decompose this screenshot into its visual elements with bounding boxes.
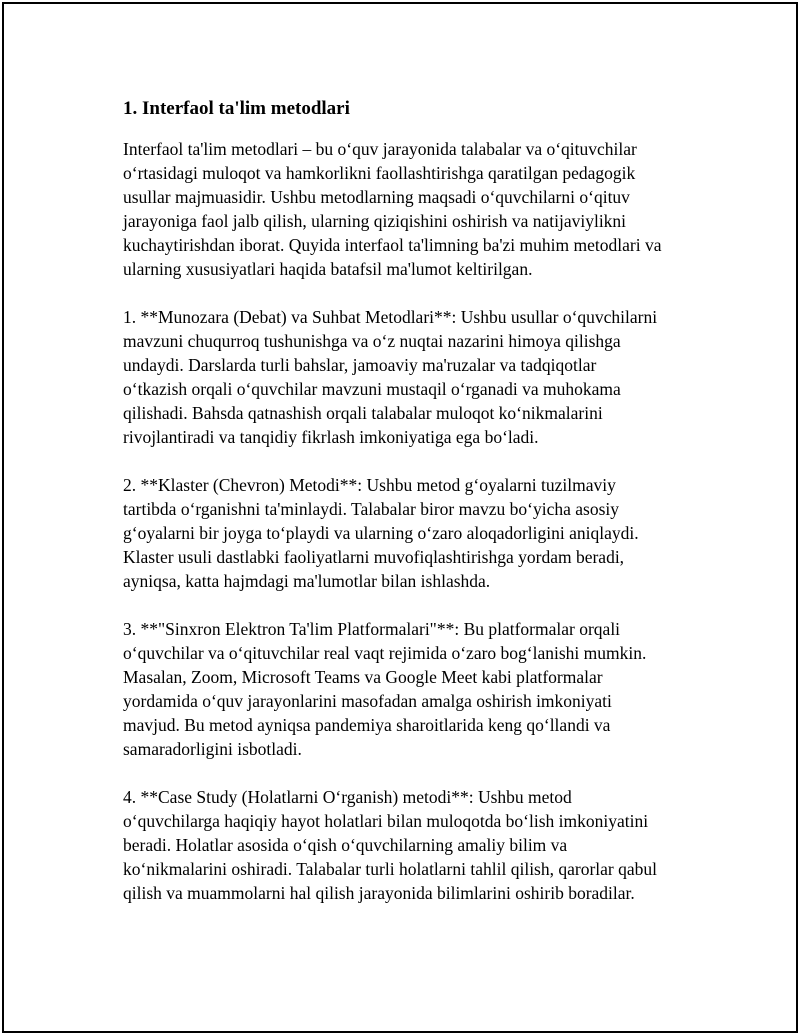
paragraph-line: 2. **Klaster (Chevron) Metodi**: Ushbu metod g‘oyalarni tuzilmaviy bbox=[123, 475, 616, 495]
paragraph-line: tartibda o‘rganishni ta'minlaydi. Talabalar biror mavzu bo‘yicha asosiy bbox=[123, 499, 619, 519]
paragraph-line: rivojlantiradi va tanqidiy fikrlash imkoniyatiga ega bo‘ladi. bbox=[123, 427, 539, 447]
method-paragraph-case-study bbox=[123, 785, 701, 905]
paragraph-line: usullar majmuasidir. Ushbu metodlarning maqsadi o‘quvchilarni o‘qituv bbox=[123, 187, 630, 207]
page-frame bbox=[2, 2, 798, 1033]
paragraph-line: Interfaol ta'lim metodlari – bu o‘quv jarayonida talabalar va o‘qituvchilar bbox=[123, 139, 637, 159]
paragraph-line: qilishadi. Bahsda qatnashish orqali talabalar muloqot ko‘nikmalarini bbox=[123, 403, 603, 423]
paragraph-line: beradi. Holatlar asosida o‘qish o‘quvchilarning amaliy bilim va bbox=[123, 835, 568, 855]
method-paragraph-synchronous bbox=[123, 617, 701, 761]
paragraph-line: o‘rtasidagi muloqot va hamkorlikni faollashtirishga qaratilgan pedagogik bbox=[123, 163, 636, 183]
paragraph-line: Masalan, Zoom, Microsoft Teams va Google Meet kabi platformalar bbox=[123, 667, 603, 687]
paragraph-line: yordamida o‘quv jarayonlarini masofadan amalga oshirish imkoniyati bbox=[123, 691, 612, 711]
paragraph-line: ayniqsa, katta hajmdagi ma'lumotlar bilan ishlashda. bbox=[123, 571, 491, 591]
paragraph-line: mavjud. Bu metod ayniqsa pandemiya sharoitlarida keng qo‘llandi va bbox=[123, 715, 611, 735]
page-title: 1. Interfaol ta'lim metodlari bbox=[123, 98, 350, 119]
paragraph-line: undaydi. Darslarda turli bahslar, jamoaviy ma'ruzalar va tadqiqotlar bbox=[123, 355, 597, 375]
paragraph-line: ularning xususiyatlari haqida batafsil ma'lumot keltirilgan. bbox=[123, 259, 533, 279]
paragraph-line: g‘oyalarni bir joyga to‘playdi va ularning o‘zaro aloqadorligini aniqlaydi. bbox=[123, 523, 639, 543]
paragraph-line: ko‘nikmalarini oshiradi. Talabalar turli holatlarni tahlil qilish, qarorlar qabul bbox=[123, 859, 657, 879]
paragraph-line: samaradorligini isbotladi. bbox=[123, 739, 302, 759]
paragraph-line: kuchaytirishdan iborat. Quyida interfaol ta'limning ba'zi muhim metodlari va bbox=[123, 235, 662, 255]
paragraph-line: jarayoniga faol jalb qilish, ularning qiziqishini oshirish va natijaviylikni bbox=[123, 211, 627, 231]
paragraph-line: o‘quvchilar va o‘qituvchilar real vaqt rejimida o‘zaro bog‘lanishi mumkin. bbox=[123, 643, 647, 663]
paragraph-line: qilish va muammolarni hal qilish jarayonida bilimlarini oshirib boradilar. bbox=[123, 883, 635, 903]
paragraph-line: 4. **Case Study (Holatlarni O‘rganish) metodi**: Ushbu metod bbox=[123, 787, 572, 807]
method-paragraph-debate bbox=[123, 305, 701, 449]
paragraph-line: o‘quvchilarga haqiqiy hayot holatlari bilan muloqotda bo‘lish imkoniyatini bbox=[123, 811, 649, 831]
paragraph-line: o‘tkazish orqali o‘quvchilar mavzuni mustaqil o‘rganadi va muhokama bbox=[123, 379, 621, 399]
paragraph-line: 3. **"Sinxron Elektron Ta'lim Platformalari"**: Bu platformalar orqali bbox=[123, 619, 621, 639]
method-paragraph-cluster bbox=[123, 473, 701, 593]
paragraph-line: mavzuni chuqurroq tushunishga va o‘z nuqtai nazarini himoya qilishga bbox=[123, 331, 621, 351]
paragraph-line: 1. **Munozara (Debat) va Suhbat Metodlari**: Ushbu usullar o‘quvchilarni bbox=[123, 307, 658, 327]
page-content bbox=[123, 97, 701, 929]
intro-paragraph bbox=[123, 137, 701, 281]
paragraph-line: Klaster usuli dastlabki faoliyatlarni muvofiqlashtirishga yordam beradi, bbox=[123, 547, 625, 567]
